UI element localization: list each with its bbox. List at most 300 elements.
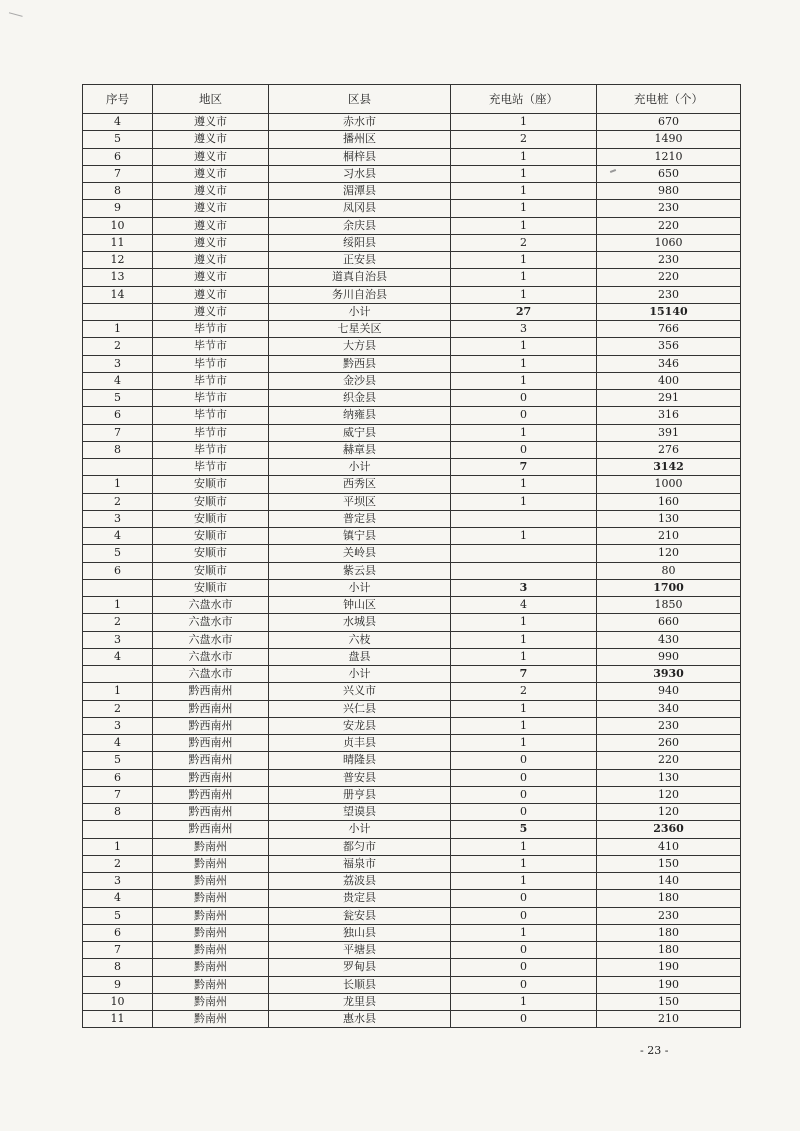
row-piles: 340 (597, 700, 741, 717)
row-no: 8 (83, 959, 153, 976)
table-row (83, 942, 741, 959)
table-row (83, 303, 741, 320)
row-stations: 1 (451, 217, 597, 234)
row-county: 紫云县 (269, 562, 451, 579)
row-stations (451, 562, 597, 579)
row-stations: 1 (451, 493, 597, 510)
row-stations: 0 (451, 769, 597, 786)
row-county: 道真自治县 (269, 269, 451, 286)
table-row (83, 528, 741, 545)
table-row (83, 648, 741, 665)
row-stations (451, 545, 597, 562)
row-no: 8 (83, 441, 153, 458)
row-no (83, 579, 153, 596)
row-no: 14 (83, 286, 153, 303)
row-piles: 276 (597, 441, 741, 458)
table-row (83, 338, 741, 355)
table-row (83, 234, 741, 251)
row-no: 9 (83, 976, 153, 993)
row-region: 黔南州 (153, 976, 269, 993)
row-county: 织金县 (269, 390, 451, 407)
row-piles: 1850 (597, 597, 741, 614)
row-no: 2 (83, 614, 153, 631)
row-piles: 230 (597, 717, 741, 734)
row-county: 平坝区 (269, 493, 451, 510)
row-no (83, 821, 153, 838)
row-piles: 220 (597, 269, 741, 286)
row-county: 贞丰县 (269, 735, 451, 752)
row-county: 播州区 (269, 131, 451, 148)
row-region: 黔南州 (153, 890, 269, 907)
row-stations: 2 (451, 131, 597, 148)
row-county: 小计 (269, 459, 451, 476)
row-stations: 1 (451, 717, 597, 734)
row-region: 毕节市 (153, 338, 269, 355)
row-region: 六盘水市 (153, 631, 269, 648)
row-stations: 1 (451, 165, 597, 182)
table-body (83, 114, 741, 1028)
row-region: 黔西南州 (153, 717, 269, 734)
table-row (83, 873, 741, 890)
row-piles: 140 (597, 873, 741, 890)
row-piles: 1700 (597, 579, 741, 596)
row-stations: 1 (451, 148, 597, 165)
row-piles: 230 (597, 200, 741, 217)
row-region: 遵义市 (153, 252, 269, 269)
row-county: 晴隆县 (269, 752, 451, 769)
row-piles: 80 (597, 562, 741, 579)
row-region: 遵义市 (153, 217, 269, 234)
row-no: 8 (83, 804, 153, 821)
row-no: 1 (83, 838, 153, 855)
row-stations: 3 (451, 579, 597, 596)
row-stations: 1 (451, 631, 597, 648)
row-piles: 220 (597, 217, 741, 234)
row-no: 6 (83, 407, 153, 424)
row-piles: 3930 (597, 666, 741, 683)
row-region: 毕节市 (153, 355, 269, 372)
row-piles: 180 (597, 924, 741, 941)
row-county: 湄潭县 (269, 183, 451, 200)
row-no: 7 (83, 424, 153, 441)
row-county: 镇宁县 (269, 528, 451, 545)
row-piles: 316 (597, 407, 741, 424)
row-region: 黔西南州 (153, 786, 269, 803)
row-stations: 0 (451, 752, 597, 769)
row-stations: 1 (451, 614, 597, 631)
row-county: 正安县 (269, 252, 451, 269)
row-county: 普定县 (269, 510, 451, 527)
row-county: 荔波县 (269, 873, 451, 890)
row-region: 安顺市 (153, 493, 269, 510)
row-piles: 1210 (597, 148, 741, 165)
row-county: 小计 (269, 821, 451, 838)
page-number: - 23 - (640, 1044, 669, 1057)
row-no: 1 (83, 476, 153, 493)
row-stations: 1 (451, 338, 597, 355)
scan-artifact (7, 12, 22, 22)
row-piles: 120 (597, 804, 741, 821)
row-stations: 1 (451, 114, 597, 131)
row-stations: 1 (451, 372, 597, 389)
row-stations: 3 (451, 321, 597, 338)
row-piles: 430 (597, 631, 741, 648)
row-stations: 0 (451, 390, 597, 407)
row-piles: 940 (597, 683, 741, 700)
row-piles: 120 (597, 545, 741, 562)
row-piles: 1060 (597, 234, 741, 251)
table-row (83, 786, 741, 803)
row-piles: 15140 (597, 303, 741, 320)
row-no: 9 (83, 200, 153, 217)
row-region: 黔西南州 (153, 700, 269, 717)
row-stations: 0 (451, 786, 597, 803)
row-piles: 180 (597, 890, 741, 907)
table-row (83, 993, 741, 1010)
row-stations: 1 (451, 735, 597, 752)
row-stations: 1 (451, 873, 597, 890)
row-county: 兴义市 (269, 683, 451, 700)
row-region: 毕节市 (153, 424, 269, 441)
table-row (83, 459, 741, 476)
row-no: 4 (83, 114, 153, 131)
row-no: 11 (83, 234, 153, 251)
row-no: 3 (83, 717, 153, 734)
row-county: 惠水县 (269, 1011, 451, 1028)
row-piles: 410 (597, 838, 741, 855)
row-region: 黔西南州 (153, 683, 269, 700)
row-piles: 150 (597, 993, 741, 1010)
table-row (83, 614, 741, 631)
row-region: 遵义市 (153, 183, 269, 200)
row-no: 2 (83, 338, 153, 355)
table-row (83, 252, 741, 269)
header-region: 地区 (153, 85, 269, 114)
row-no: 7 (83, 786, 153, 803)
charging-table (82, 84, 741, 1028)
row-stations: 2 (451, 234, 597, 251)
row-stations: 1 (451, 855, 597, 872)
row-county: 盘县 (269, 648, 451, 665)
row-stations: 1 (451, 286, 597, 303)
row-piles: 990 (597, 648, 741, 665)
row-region: 黔南州 (153, 907, 269, 924)
row-piles: 3142 (597, 459, 741, 476)
table-row (83, 717, 741, 734)
table-row (83, 959, 741, 976)
row-no: 1 (83, 683, 153, 700)
row-no: 4 (83, 528, 153, 545)
table-row (83, 114, 741, 131)
row-no: 7 (83, 942, 153, 959)
table-row (83, 890, 741, 907)
row-county: 贵定县 (269, 890, 451, 907)
row-stations: 4 (451, 597, 597, 614)
row-no: 2 (83, 855, 153, 872)
row-piles: 220 (597, 752, 741, 769)
row-stations: 2 (451, 683, 597, 700)
row-region: 遵义市 (153, 165, 269, 182)
row-stations: 1 (451, 476, 597, 493)
row-region: 六盘水市 (153, 648, 269, 665)
row-county: 赤水市 (269, 114, 451, 131)
row-region: 黔南州 (153, 942, 269, 959)
row-stations: 1 (451, 424, 597, 441)
row-county: 小计 (269, 579, 451, 596)
row-piles: 260 (597, 735, 741, 752)
row-stations: 1 (451, 700, 597, 717)
row-county: 大方县 (269, 338, 451, 355)
row-no: 5 (83, 390, 153, 407)
row-no: 11 (83, 1011, 153, 1028)
row-county: 普安县 (269, 769, 451, 786)
row-piles: 400 (597, 372, 741, 389)
table-header-row (83, 85, 741, 114)
table-row (83, 838, 741, 855)
row-region: 遵义市 (153, 269, 269, 286)
table-row (83, 1011, 741, 1028)
row-region: 黔南州 (153, 924, 269, 941)
table-row (83, 217, 741, 234)
row-stations: 1 (451, 252, 597, 269)
row-piles: 391 (597, 424, 741, 441)
row-stations: 7 (451, 459, 597, 476)
row-piles: 230 (597, 252, 741, 269)
row-county: 金沙县 (269, 372, 451, 389)
row-stations: 1 (451, 993, 597, 1010)
row-region: 黔南州 (153, 993, 269, 1010)
row-piles: 130 (597, 769, 741, 786)
row-region: 毕节市 (153, 407, 269, 424)
row-county: 兴仁县 (269, 700, 451, 717)
row-piles: 346 (597, 355, 741, 372)
table-row (83, 769, 741, 786)
row-county: 威宁县 (269, 424, 451, 441)
row-no: 4 (83, 372, 153, 389)
row-no: 6 (83, 769, 153, 786)
table-row (83, 631, 741, 648)
row-piles: 670 (597, 114, 741, 131)
row-piles: 230 (597, 286, 741, 303)
row-no: 13 (83, 269, 153, 286)
row-stations: 0 (451, 1011, 597, 1028)
row-no: 1 (83, 321, 153, 338)
row-region: 遵义市 (153, 286, 269, 303)
table-row (83, 821, 741, 838)
row-stations (451, 510, 597, 527)
row-piles: 190 (597, 959, 741, 976)
row-county: 余庆县 (269, 217, 451, 234)
row-piles: 356 (597, 338, 741, 355)
row-no: 5 (83, 907, 153, 924)
row-no (83, 459, 153, 476)
row-county: 习水县 (269, 165, 451, 182)
row-county: 独山县 (269, 924, 451, 941)
row-stations: 1 (451, 269, 597, 286)
table-row (83, 924, 741, 941)
row-region: 黔南州 (153, 838, 269, 855)
row-region: 黔西南州 (153, 735, 269, 752)
row-county: 安龙县 (269, 717, 451, 734)
row-region: 安顺市 (153, 562, 269, 579)
row-no: 6 (83, 562, 153, 579)
row-county: 望谟县 (269, 804, 451, 821)
row-region: 遵义市 (153, 131, 269, 148)
row-region: 黔南州 (153, 1011, 269, 1028)
row-no: 10 (83, 993, 153, 1010)
row-region: 遵义市 (153, 234, 269, 251)
row-county: 福泉市 (269, 855, 451, 872)
table-row (83, 148, 741, 165)
row-stations: 1 (451, 528, 597, 545)
row-region: 安顺市 (153, 545, 269, 562)
header-no: 序号 (83, 85, 153, 114)
row-county: 六枝 (269, 631, 451, 648)
row-region: 毕节市 (153, 321, 269, 338)
row-stations: 27 (451, 303, 597, 320)
row-region: 遵义市 (153, 148, 269, 165)
row-stations: 0 (451, 942, 597, 959)
row-county: 水城县 (269, 614, 451, 631)
row-no: 6 (83, 924, 153, 941)
header-stations: 充电站（座） (451, 85, 597, 114)
row-county: 钟山区 (269, 597, 451, 614)
row-no: 7 (83, 165, 153, 182)
row-region: 遵义市 (153, 114, 269, 131)
row-stations: 0 (451, 804, 597, 821)
table-row (83, 700, 741, 717)
table-row (83, 269, 741, 286)
row-no: 4 (83, 648, 153, 665)
row-no: 5 (83, 752, 153, 769)
row-county: 小计 (269, 303, 451, 320)
row-stations: 5 (451, 821, 597, 838)
row-piles: 190 (597, 976, 741, 993)
table-row (83, 424, 741, 441)
table-row (83, 597, 741, 614)
row-county: 册亨县 (269, 786, 451, 803)
row-no: 12 (83, 252, 153, 269)
row-stations: 1 (451, 924, 597, 941)
row-region: 黔南州 (153, 959, 269, 976)
row-no: 2 (83, 493, 153, 510)
row-county: 务川自治县 (269, 286, 451, 303)
row-county: 西秀区 (269, 476, 451, 493)
row-stations: 1 (451, 183, 597, 200)
row-region: 黔西南州 (153, 821, 269, 838)
table-row (83, 804, 741, 821)
row-region: 遵义市 (153, 303, 269, 320)
row-region: 毕节市 (153, 441, 269, 458)
row-stations: 1 (451, 648, 597, 665)
row-piles: 1000 (597, 476, 741, 493)
row-no: 5 (83, 545, 153, 562)
row-stations: 1 (451, 200, 597, 217)
row-no (83, 666, 153, 683)
row-stations: 0 (451, 441, 597, 458)
row-piles: 130 (597, 510, 741, 527)
table-row (83, 666, 741, 683)
table-row (83, 907, 741, 924)
row-no: 3 (83, 355, 153, 372)
row-piles: 660 (597, 614, 741, 631)
row-county: 小计 (269, 666, 451, 683)
table-row (83, 200, 741, 217)
table-row (83, 407, 741, 424)
row-county: 龙里县 (269, 993, 451, 1010)
row-no: 3 (83, 631, 153, 648)
table-row (83, 976, 741, 993)
table-row (83, 321, 741, 338)
row-county: 黔西县 (269, 355, 451, 372)
row-region: 黔南州 (153, 873, 269, 890)
row-stations: 0 (451, 890, 597, 907)
row-region: 黔西南州 (153, 769, 269, 786)
row-region: 六盘水市 (153, 614, 269, 631)
row-no: 10 (83, 217, 153, 234)
row-county: 都匀市 (269, 838, 451, 855)
row-no: 5 (83, 131, 153, 148)
row-region: 毕节市 (153, 459, 269, 476)
row-region: 遵义市 (153, 200, 269, 217)
row-region: 毕节市 (153, 372, 269, 389)
row-no: 3 (83, 510, 153, 527)
row-region: 安顺市 (153, 579, 269, 596)
table-row (83, 286, 741, 303)
row-county: 绥阳县 (269, 234, 451, 251)
table-row (83, 510, 741, 527)
row-county: 瓮安县 (269, 907, 451, 924)
table-row (83, 441, 741, 458)
row-no: 4 (83, 890, 153, 907)
table-row (83, 855, 741, 872)
table-row (83, 476, 741, 493)
table-row (83, 372, 741, 389)
row-region: 安顺市 (153, 510, 269, 527)
table-row (83, 735, 741, 752)
row-piles: 230 (597, 907, 741, 924)
table-row (83, 131, 741, 148)
row-region: 黔西南州 (153, 752, 269, 769)
table-row (83, 579, 741, 596)
row-region: 黔南州 (153, 855, 269, 872)
row-no: 6 (83, 148, 153, 165)
row-region: 毕节市 (153, 390, 269, 407)
row-region: 六盘水市 (153, 666, 269, 683)
row-stations: 7 (451, 666, 597, 683)
row-county: 纳雍县 (269, 407, 451, 424)
row-stations: 0 (451, 907, 597, 924)
row-piles: 160 (597, 493, 741, 510)
row-region: 六盘水市 (153, 597, 269, 614)
row-stations: 0 (451, 407, 597, 424)
row-stations: 0 (451, 959, 597, 976)
table-row (83, 183, 741, 200)
row-no: 1 (83, 597, 153, 614)
row-region: 安顺市 (153, 476, 269, 493)
row-no (83, 303, 153, 320)
row-piles: 766 (597, 321, 741, 338)
row-county: 罗甸县 (269, 959, 451, 976)
table-row (83, 545, 741, 562)
row-county: 长顺县 (269, 976, 451, 993)
header-county: 区县 (269, 85, 451, 114)
row-county: 赫章县 (269, 441, 451, 458)
row-no: 4 (83, 735, 153, 752)
row-stations: 1 (451, 838, 597, 855)
row-stations: 0 (451, 976, 597, 993)
table-row (83, 683, 741, 700)
